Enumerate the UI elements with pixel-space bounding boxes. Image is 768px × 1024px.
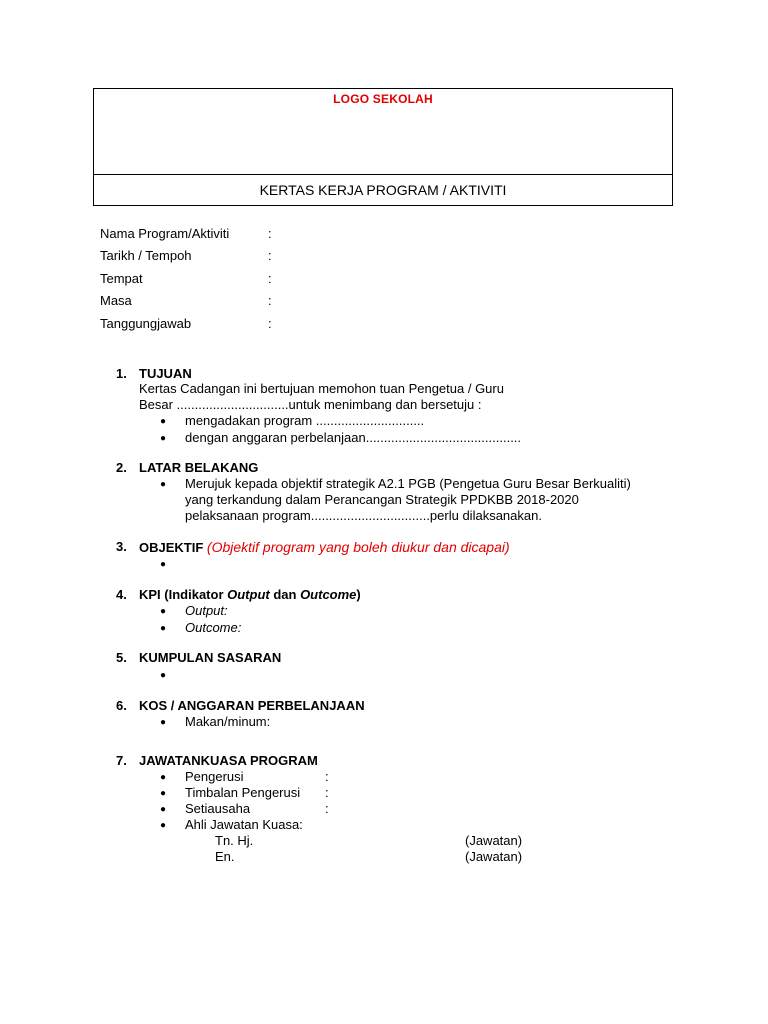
bullet-icon: ● xyxy=(160,606,167,617)
section-title-tujuan: TUJUAN xyxy=(139,366,192,381)
section-number: 4. xyxy=(116,587,127,602)
info-colon: : xyxy=(268,316,272,331)
info-colon: : xyxy=(268,271,272,286)
logo-placeholder: LOGO SEKOLAH xyxy=(333,92,433,106)
bullet-text: Outcome: xyxy=(185,620,242,635)
committee-role-colon: : xyxy=(325,769,329,784)
section-title-kumpulan-sasaran: KUMPULAN SASARAN xyxy=(139,650,282,665)
committee-role-label: Ahli Jawatan Kuasa: xyxy=(185,817,303,832)
document-title: KERTAS KERJA PROGRAM / AKTIVITI xyxy=(259,182,507,198)
bullet-icon: ● xyxy=(160,559,167,570)
section-title-text: OBJEKTIF xyxy=(139,540,204,555)
kpi-title-outcome: Outcome xyxy=(300,587,357,602)
kpi-title-output: Output xyxy=(227,587,270,602)
info-label: Tarikh / Tempoh xyxy=(100,248,192,263)
section-number: 7. xyxy=(116,753,127,768)
logo-cell xyxy=(94,89,672,175)
bullet-icon: ● xyxy=(160,804,167,815)
title-cell xyxy=(94,175,672,205)
kpi-title-part: KPI (Indikator xyxy=(139,587,228,602)
info-colon: : xyxy=(268,293,272,308)
paragraph-line: Besar ...............................untuk menimbang dan bersetuju : xyxy=(139,397,482,412)
bullet-icon: ● xyxy=(160,717,167,728)
section-number: 3. xyxy=(116,539,127,554)
bullet-icon: ● xyxy=(160,820,167,831)
paragraph-line: Kertas Cadangan ini bertujuan memohon tuan Pengetua / Guru xyxy=(139,381,504,396)
bullet-icon: ● xyxy=(160,416,167,427)
committee-role-label: Timbalan Pengerusi xyxy=(185,785,301,800)
committee-member-name: Tn. Hj. xyxy=(215,833,254,848)
section-number: 2. xyxy=(116,460,127,475)
committee-role-colon: : xyxy=(325,785,329,800)
section-number: 6. xyxy=(116,698,127,713)
committee-role-colon: : xyxy=(325,801,329,816)
info-colon: : xyxy=(268,226,272,241)
bullet-text: Makan/minum: xyxy=(185,714,271,729)
section-title-kos: KOS / ANGGARAN PERBELANJAAN xyxy=(139,698,365,713)
info-label: Tanggungjawab xyxy=(100,316,192,331)
info-colon: : xyxy=(268,248,272,263)
info-label: Nama Program/Aktiviti xyxy=(100,226,230,241)
bullet-text: dengan anggaran perbelanjaan........................................... xyxy=(185,430,522,445)
bullet-icon: ● xyxy=(160,479,167,490)
section-title-kpi xyxy=(139,587,361,603)
bullet-text: mengadakan program .............................. xyxy=(185,413,425,428)
objective-note: (Objektif program yang boleh diukur dan dicapai) xyxy=(206,539,510,555)
bullet-icon: ● xyxy=(160,772,167,783)
committee-member-name: En. xyxy=(215,849,235,864)
bullet-text: Merujuk kepada objektif strategik A2.1 PGB (Pengetua Guru Besar Berkualiti) xyxy=(185,476,631,491)
bullet-icon: ● xyxy=(160,623,167,634)
kpi-title-part: ) xyxy=(356,587,361,602)
info-label: Masa xyxy=(100,293,132,308)
bullet-text: yang terkandung dalam Perancangan Strategik PPDKBB 2018-2020 xyxy=(185,492,579,507)
committee-role-label: Pengerusi xyxy=(185,769,244,784)
kpi-title-part: dan xyxy=(269,587,301,602)
bullet-icon: ● xyxy=(160,433,167,444)
info-label: Tempat xyxy=(100,271,143,286)
bullet-icon: ● xyxy=(160,670,167,681)
section-title-latar-belakang: LATAR BELAKANG xyxy=(139,460,259,475)
section-title-jawatankuasa: JAWATANKUASA PROGRAM xyxy=(139,753,318,768)
bullet-text: Output: xyxy=(185,603,228,618)
section-title-objektif xyxy=(139,539,510,556)
bullet-icon: ● xyxy=(160,788,167,799)
bullet-text: pelaksanaan program.................................perlu dilaksanakan. xyxy=(185,508,542,523)
committee-member-role: (Jawatan) xyxy=(465,849,523,864)
section-number: 5. xyxy=(116,650,127,665)
committee-role-label: Setiausaha xyxy=(185,801,251,816)
section-number: 1. xyxy=(116,366,127,381)
header-table xyxy=(93,88,673,206)
committee-member-role: (Jawatan) xyxy=(465,833,523,848)
